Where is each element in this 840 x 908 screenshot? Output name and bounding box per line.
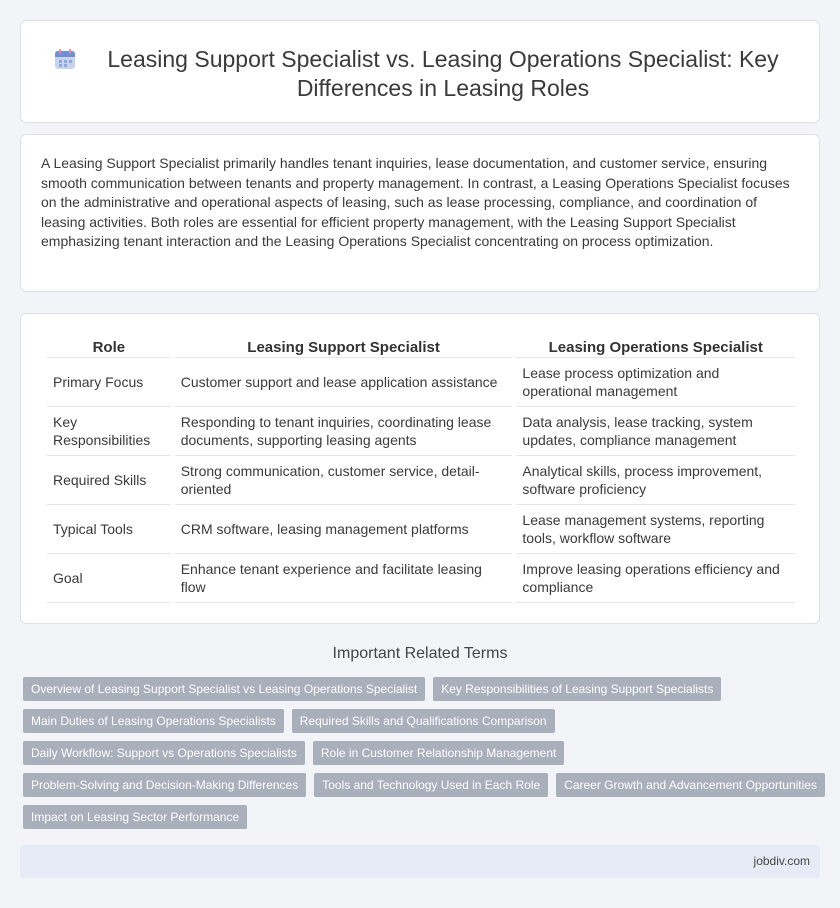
row-label: Required Skills — [47, 456, 171, 505]
header-support-specialist: Leasing Support Specialist — [175, 334, 513, 358]
operations-cell: Analytical skills, process improvement, software proficiency — [516, 456, 795, 505]
table-header-row — [47, 334, 795, 358]
support-cell: Customer support and lease application assistance — [175, 358, 513, 407]
operations-cell: Data analysis, lease tracking, system updates, compliance management — [516, 407, 795, 456]
related-terms-list — [23, 677, 823, 837]
tag-row — [23, 709, 823, 741]
comparison-table — [43, 334, 799, 603]
related-term-tag[interactable]: Overview of Leasing Support Specialist vs Leasing Operations Specialist — [23, 677, 425, 701]
tag-row — [23, 773, 823, 805]
header-operations-specialist: Leasing Operations Specialist — [516, 334, 795, 358]
operations-cell: Lease process optimization and operational management — [516, 358, 795, 407]
support-cell: Enhance tenant experience and facilitate leasing flow — [175, 554, 513, 603]
header-role: Role — [47, 334, 171, 358]
related-term-tag[interactable]: Required Skills and Qualifications Comparison — [292, 709, 555, 733]
related-term-tag[interactable]: Tools and Technology Used in Each Role — [314, 773, 548, 797]
operations-cell: Improve leasing operations efficiency and compliance — [516, 554, 795, 603]
related-term-tag[interactable]: Daily Workflow: Support vs Operations Specialists — [23, 741, 305, 765]
related-term-tag[interactable]: Problem-Solving and Decision-Making Differences — [23, 773, 306, 797]
intro-card — [20, 134, 820, 292]
support-cell: Responding to tenant inquiries, coordinating lease documents, supporting leasing agents — [175, 407, 513, 456]
row-label: Key Responsibilities — [47, 407, 171, 456]
related-term-tag[interactable]: Main Duties of Leasing Operations Specialists — [23, 709, 284, 733]
related-term-tag[interactable]: Role in Customer Relationship Management — [313, 741, 564, 765]
related-terms-title: Important Related Terms — [332, 645, 508, 662]
related-term-tag[interactable]: Career Growth and Advancement Opportunities — [556, 773, 825, 797]
tag-row — [23, 741, 823, 773]
tag-row — [23, 677, 823, 709]
footer-bar — [20, 845, 820, 878]
support-cell: CRM software, leasing management platforms — [175, 505, 513, 554]
operations-cell: Lease management systems, reporting tools, workflow software — [516, 505, 795, 554]
table-row — [47, 358, 795, 407]
table-row — [47, 456, 795, 505]
row-label: Primary Focus — [47, 358, 171, 407]
table-row — [47, 554, 795, 603]
comparison-table-card — [20, 313, 820, 624]
table-row — [47, 407, 795, 456]
row-label: Typical Tools — [47, 505, 171, 554]
page-title: Leasing Support Specialist vs. Leasing Operations Specialist: Key Differences in Leasing Roles — [107, 46, 779, 101]
table-row — [47, 505, 795, 554]
related-term-tag[interactable]: Key Responsibilities of Leasing Support Specialists — [433, 677, 721, 701]
tag-row — [23, 805, 823, 837]
intro-paragraph: A Leasing Support Specialist primarily handles tenant inquiries, lease documentation, and customer service, ensuring smooth communication between tenants and property management. In contrast, a Leasing Operations Specialist focuses on the administrative and operational aspects of leasing, such as lease processing, compliance, and coordination of leasing activities. Both roles are essential for efficient property management, with the Leasing Support Specialist emphasizing tenant interaction and the Leasing Operations Specialist concentrating on process optimization. — [41, 155, 790, 249]
support-cell: Strong communication, customer service, detail-oriented — [175, 456, 513, 505]
row-label: Goal — [47, 554, 171, 603]
header-card — [20, 20, 820, 123]
footer-site-link[interactable]: jobdiv.com — [753, 854, 810, 868]
related-term-tag[interactable]: Impact on Leasing Sector Performance — [23, 805, 247, 829]
